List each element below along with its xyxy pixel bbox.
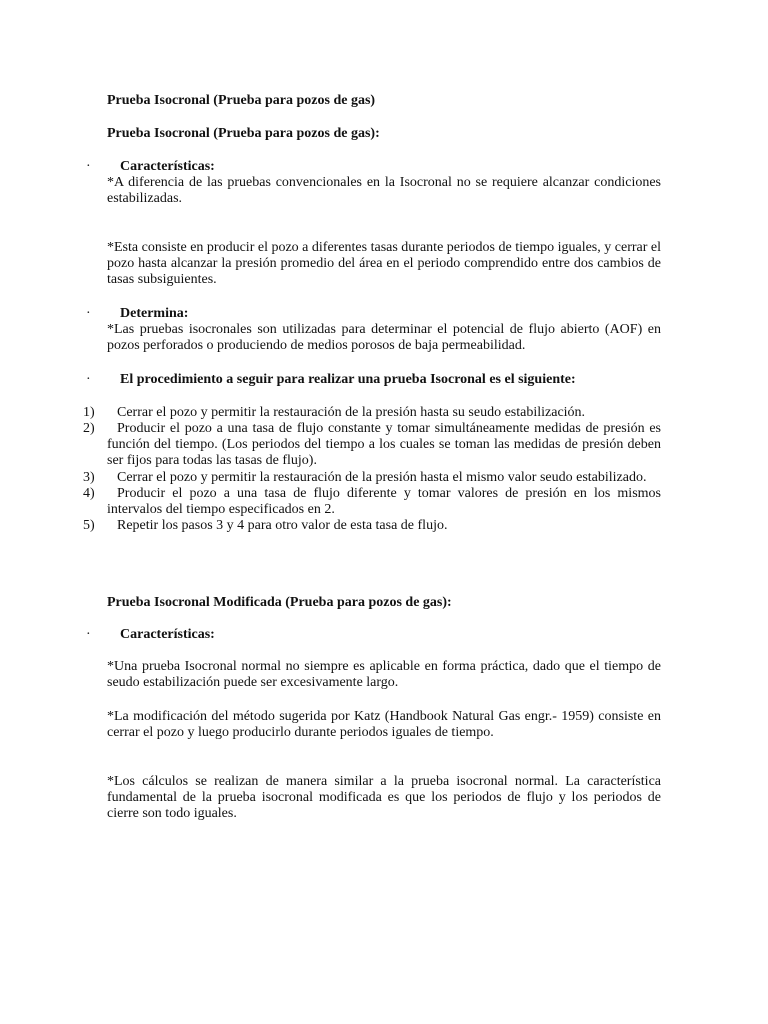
bullet-marker: · (86, 372, 91, 387)
paragraph: *La modificación del método sugerida por Katz (Handbook Natural Gas engr.- 1959) consiste en cerrar el pozo y luego producirlo durante periodos iguales de tiempo. (107, 709, 661, 740)
step-text: Producir el pozo a una tasa de flujo diferente y tomar valores de presión en los mismos intervalos del tiempo especificados en 2. (107, 486, 661, 517)
step-number: 4) (83, 486, 95, 501)
step-number: 2) (83, 421, 95, 436)
bullet-marker: · (86, 159, 91, 174)
step-number: 1) (83, 405, 95, 420)
paragraph: *A diferencia de las pruebas convencionales en la Isocronal no se requiere alcanzar condiciones estabilizadas. (107, 175, 661, 206)
paragraph: *Una prueba Isocronal normal no siempre es aplicable en forma práctica, dado que el tiempo de seudo estabilización puede ser excesivamente largo. (107, 659, 661, 690)
procedure-label: El procedimiento a seguir para realizar una prueba Isocronal es el siguiente: (120, 372, 576, 387)
step-text: Cerrar el pozo y permitir la restauración de la presión hasta el mismo valor seudo estabilizado. (117, 470, 647, 485)
step-number: 3) (83, 470, 95, 485)
bullet-marker: · (86, 306, 91, 321)
determina-label: Determina: (120, 306, 189, 321)
paragraph: *Las pruebas isocronales son utilizadas para determinar el potencial de flujo abierto (AOF) en pozos perforados o produciendo de medios porosos de baja permeabilidad. (107, 322, 661, 353)
bullet-marker: · (86, 627, 91, 642)
step-text: Producir el pozo a una tasa de flujo constante y tomar simultáneamente medidas de presión es función del tiempo. (Los periodos del tiempo a los cuales se toman las medidas de presión deben ser fijos para todas las tasas de flujo). (107, 421, 661, 468)
step-text: Repetir los pasos 3 y 4 para otro valor de esta tasa de flujo. (117, 518, 448, 533)
section-heading: Prueba Isocronal (Prueba para pozos de gas): (107, 126, 380, 141)
section-heading: Prueba Isocronal Modificada (Prueba para pozos de gas): (107, 595, 452, 610)
paragraph: *Los cálculos se realizan de manera similar a la prueba isocronal normal. La característica fundamental de la prueba isocronal modificada es que los periodos de flujo y los periodos de cierre son todo iguales. (107, 774, 661, 821)
characteristics-label: Características: (120, 159, 215, 174)
step-number: 5) (83, 518, 95, 533)
step-text: Cerrar el pozo y permitir la restauración de la presión hasta su seudo estabilización. (117, 405, 586, 420)
paragraph: *Esta consiste en producir el pozo a diferentes tasas durante periodos de tiempo iguales, y cerrar el pozo hasta alcanzar la presión promedio del área en el periodo comprendido entre dos cambios de tasas subsiguientes. (107, 240, 661, 287)
page-title: Prueba Isocronal (Prueba para pozos de gas) (107, 93, 376, 108)
characteristics-label: Características: (120, 627, 215, 642)
